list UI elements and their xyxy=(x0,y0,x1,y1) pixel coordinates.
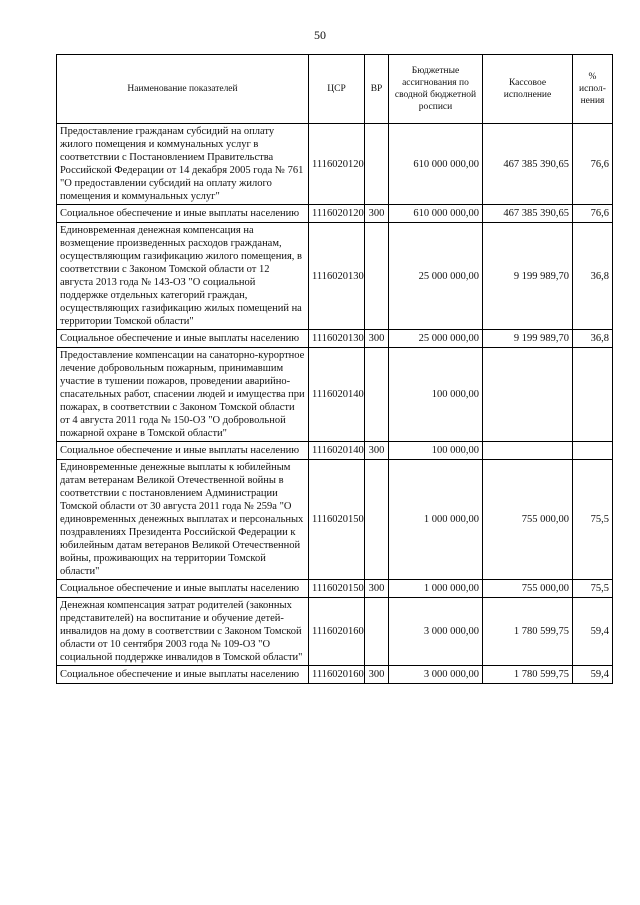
row-percent: 76,6 xyxy=(573,205,613,223)
row-percent: 59,4 xyxy=(573,598,613,666)
row-csr: 1116020140 xyxy=(309,348,365,442)
row-csr: 1116020150 xyxy=(309,580,365,598)
row-budget: 1 000 000,00 xyxy=(389,460,483,580)
table-row xyxy=(57,666,613,684)
header-budget: Бюджетные ассигнования по сводной бюджетной росписи xyxy=(389,55,483,124)
row-vr: 300 xyxy=(365,442,389,460)
row-budget: 610 000 000,00 xyxy=(389,124,483,205)
table-header-row xyxy=(57,55,613,124)
row-budget: 1 000 000,00 xyxy=(389,580,483,598)
row-budget: 610 000 000,00 xyxy=(389,205,483,223)
row-name: Денежная компенсация затрат родителей (законных представителей) на воспитание и обучение детей-инвалидов на дому в соответствии с Законом Томской области от 10 сентября 2003 года № 109-ОЗ "О социальной поддержке инвалидов в Томской области" xyxy=(57,598,309,666)
row-name: Социальное обеспечение и иные выплаты населению xyxy=(57,442,309,460)
row-vr xyxy=(365,223,389,330)
row-budget: 3 000 000,00 xyxy=(389,666,483,684)
header-percent: % испол-нения xyxy=(573,55,613,124)
row-name: Социальное обеспечение и иные выплаты населению xyxy=(57,205,309,223)
row-percent: 75,5 xyxy=(573,460,613,580)
row-percent: 76,6 xyxy=(573,124,613,205)
table-row xyxy=(57,223,613,330)
row-name: Предоставление компенсации на санаторно-курортное лечение добровольным пожарным, принимавшим участие в тушении пожаров, проведении аварийно-спасательных работ, спасении людей и имущества при пожарах, в соответствии с Законом Томской области от 4 августа 2011 года № 150-ОЗ "О добровольной пожарной охране в Томской области" xyxy=(57,348,309,442)
budget-table xyxy=(56,54,613,684)
row-percent: 75,5 xyxy=(573,580,613,598)
row-csr: 1116020130 xyxy=(309,330,365,348)
row-name: Социальное обеспечение и иные выплаты населению xyxy=(57,580,309,598)
table-row xyxy=(57,205,613,223)
row-cash: 1 780 599,75 xyxy=(483,666,573,684)
row-vr: 300 xyxy=(365,330,389,348)
row-csr: 1116020160 xyxy=(309,666,365,684)
row-percent: 36,8 xyxy=(573,223,613,330)
table-row xyxy=(57,460,613,580)
row-name: Социальное обеспечение и иные выплаты населению xyxy=(57,666,309,684)
row-cash: 467 385 390,65 xyxy=(483,124,573,205)
header-csr: ЦСР xyxy=(309,55,365,124)
row-vr xyxy=(365,460,389,580)
table-row xyxy=(57,442,613,460)
row-csr: 1116020150 xyxy=(309,460,365,580)
row-percent: 36,8 xyxy=(573,330,613,348)
row-vr: 300 xyxy=(365,580,389,598)
table-row xyxy=(57,330,613,348)
row-percent: 59,4 xyxy=(573,666,613,684)
row-vr: 300 xyxy=(365,666,389,684)
header-name: Наименование показателей xyxy=(57,55,309,124)
row-budget: 100 000,00 xyxy=(389,442,483,460)
row-cash xyxy=(483,348,573,442)
row-csr: 1116020120 xyxy=(309,205,365,223)
row-budget: 25 000 000,00 xyxy=(389,330,483,348)
row-vr xyxy=(365,348,389,442)
page-number: 50 xyxy=(314,28,326,42)
row-csr: 1116020160 xyxy=(309,598,365,666)
row-budget: 100 000,00 xyxy=(389,348,483,442)
row-csr: 1116020120 xyxy=(309,124,365,205)
row-csr: 1116020130 xyxy=(309,223,365,330)
row-cash: 9 199 989,70 xyxy=(483,223,573,330)
row-cash: 755 000,00 xyxy=(483,580,573,598)
row-cash: 1 780 599,75 xyxy=(483,598,573,666)
row-percent xyxy=(573,442,613,460)
table-row xyxy=(57,124,613,205)
row-cash: 467 385 390,65 xyxy=(483,205,573,223)
table-row xyxy=(57,598,613,666)
row-name: Единовременная денежная компенсация на возмещение произведенных расходов гражданам, осуществляющим газификацию жилого помещения, в соответствии с Законом Томской области от 12 августа 2013 года № 143-ОЗ "О социальной поддержке отдельных категорий граждан, осуществляющих газификацию жилых помещений на территории Томской области" xyxy=(57,223,309,330)
row-percent xyxy=(573,348,613,442)
row-budget: 3 000 000,00 xyxy=(389,598,483,666)
row-vr xyxy=(365,598,389,666)
row-csr: 1116020140 xyxy=(309,442,365,460)
row-cash: 755 000,00 xyxy=(483,460,573,580)
row-name: Социальное обеспечение и иные выплаты населению xyxy=(57,330,309,348)
row-vr: 300 xyxy=(365,205,389,223)
header-cash: Кассовое исполнение xyxy=(483,55,573,124)
row-name: Единовременные денежные выплаты к юбилейным датам ветеранам Великой Отечественной войны в соответствии с постановлением Администрации Томской области от 30 августа 2011 года № 259а "О единовременных денежных выплатах и персональных поздравлениях Президента Российской Федерации к юбилейным датам ветеранов Великой Отечественной войны, проживающих на территории Томской области" xyxy=(57,460,309,580)
table-row xyxy=(57,348,613,442)
row-name: Предоставление гражданам субсидий на оплату жилого помещения и коммунальных услуг в соответствии с Постановлением Правительства Российской Федерации от 14 декабря 2005 года № 761 "О предоставлении субсидий на оплату жилого помещения и коммунальных услуг" xyxy=(57,124,309,205)
table-row xyxy=(57,580,613,598)
row-cash xyxy=(483,442,573,460)
row-vr xyxy=(365,124,389,205)
header-vr: ВР xyxy=(365,55,389,124)
row-budget: 25 000 000,00 xyxy=(389,223,483,330)
row-cash: 9 199 989,70 xyxy=(483,330,573,348)
